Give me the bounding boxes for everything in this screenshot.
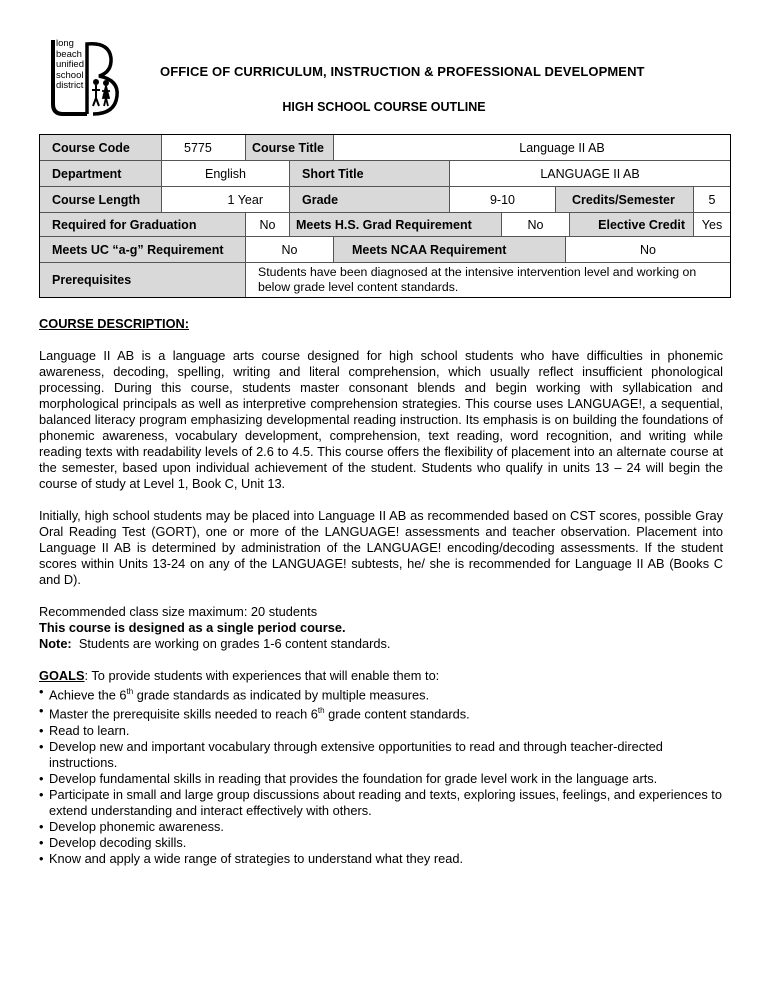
required-value: No xyxy=(246,213,290,237)
goals-intro: : To provide students with experiences that will enable them to: xyxy=(84,668,440,683)
goal-item: • Participate in small and large group discussions about reading and texts, exploring issues, feelings, and experiences to extend understanding and interact effectively with others. xyxy=(39,787,723,819)
description-paragraph-2: Initially, high school students may be placed into Language II AB as recommended based on CST scores, possible Gray Oral Reading Test (GORT), one or more of the LANGUAGE! assessments and teacher observation. Placement into Language II AB is determined by administration of the LANGUAGE! encoding/decoding assessments. If the student scores within Units 13-24 on any of the LANGUAGE! subtests, he/ she is recommended for Language II AB (Books C and D). xyxy=(39,508,723,587)
logo-wordmark: long beach unified school district xyxy=(56,38,84,91)
course-title-value: Language II AB xyxy=(334,135,730,161)
course-code-label: Course Code xyxy=(40,135,162,161)
short-title-label: Short Title xyxy=(290,161,450,187)
goals-heading: GOALS xyxy=(39,668,85,683)
ncaa-label: Meets NCAA Requirement xyxy=(334,237,566,263)
ncaa-value: No xyxy=(566,237,730,263)
goal-item: • Achieve the 6th grade standards as indicated by multiple measures. xyxy=(39,684,723,703)
credits-label: Credits/Semester xyxy=(556,187,694,213)
note-line xyxy=(39,636,723,652)
goals-list xyxy=(39,684,723,867)
meets-uc-value: No xyxy=(246,237,334,263)
meets-hs-value: No xyxy=(502,213,570,237)
goal-item: • Develop fundamental skills in reading that provides the foundation for grade level work in the language arts. xyxy=(39,771,723,787)
course-length-value: 1 Year xyxy=(162,187,290,213)
goal-item: • Know and apply a wide range of strategies to understand what they read. xyxy=(39,851,723,867)
elective-label: Elective Credit xyxy=(570,213,694,237)
department-label: Department xyxy=(40,161,162,187)
course-length-label: Course Length xyxy=(40,187,162,213)
goals-intro-line xyxy=(39,668,723,684)
note-text: Students are working on grades 1-6 content standards. xyxy=(78,636,391,651)
goal-item: • Read to learn. xyxy=(39,723,723,739)
elective-value: Yes xyxy=(694,213,730,237)
office-title: OFFICE OF CURRICULUM, INSTRUCTION & PROFESSIONAL DEVELOPMENT xyxy=(160,64,645,79)
required-label: Required for Graduation xyxy=(40,213,246,237)
grade-label: Grade xyxy=(290,187,450,213)
course-title-label: Course Title xyxy=(246,135,334,161)
course-info-table xyxy=(39,134,731,298)
goal-item: • Develop new and important vocabulary through extensive opportunities to read and through teacher-directed instructions. xyxy=(39,739,723,771)
document-title: HIGH SCHOOL COURSE OUTLINE xyxy=(282,100,486,114)
class-size-text: Recommended class size maximum: 20 students xyxy=(39,604,318,619)
single-period-text: This course is designed as a single period course. xyxy=(39,620,346,635)
goal-item: • Develop decoding skills. xyxy=(39,835,723,851)
grade-value: 9-10 xyxy=(450,187,556,213)
prerequisites-value: Students have been diagnosed at the intensive intervention level and working on below grade level content standards. xyxy=(246,263,730,297)
course-description-heading: COURSE DESCRIPTION: xyxy=(39,316,190,331)
meets-uc-label: Meets UC “a-g” Requirement xyxy=(40,237,246,263)
goal-item: • Develop phonemic awareness. xyxy=(39,819,723,835)
goal-item: • Master the prerequisite skills needed to reach 6th grade content standards. xyxy=(39,703,723,722)
credits-value: 5 xyxy=(694,187,730,213)
description-paragraph-1: Language II AB is a language arts course designed for high school students who have difficulties in phonemic awareness, decoding, spelling, writing and literal comprehension, which usually reflect insufficient phonological processing. During this course, students master consonant blends and begin working with syllabication and morphological principals as well as interpretive comprehension strategies. This course uses LANGUAGE!, a sequential, balanced literacy program emphasizing developmental reading instruction. Its emphasis is on building the foundations of phonemic awareness, vocabulary development, comprehension, text reading, word recognition, and writing while reading texts with readability levels of 2.6 to 4.5. This course offers the flexibility of placement into an alternate course at the semester, based upon individual achievement of the student. Students who qualify in units 13 – 24 will begin the course of study at Level 1, Book C, Unit 13. xyxy=(39,348,723,491)
department-value: English xyxy=(162,161,290,187)
course-description-section xyxy=(39,316,723,867)
short-title-value: LANGUAGE II AB xyxy=(450,161,730,187)
prerequisites-label: Prerequisites xyxy=(40,263,246,297)
meets-hs-label: Meets H.S. Grad Requirement xyxy=(290,213,502,237)
note-label: Note: xyxy=(39,636,72,651)
course-code-value: 5775 xyxy=(162,135,246,161)
